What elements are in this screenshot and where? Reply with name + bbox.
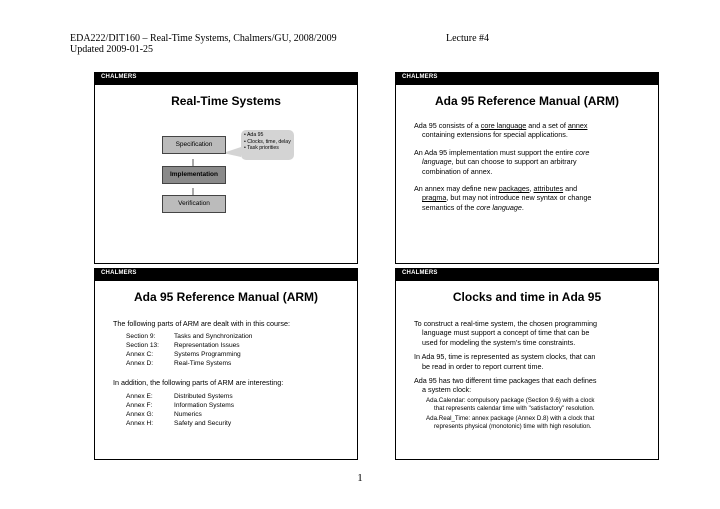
intro-text: The following parts of ARM are dealt with in this course: (113, 319, 290, 328)
paragraph-cont: containing extensions for special applications. (422, 130, 568, 140)
paragraph: An Ada 95 implementation must support the entire core (414, 147, 590, 157)
list-item: Annex H: Safety and Security (126, 419, 232, 427)
paragraph-cont: used for modeling the system’s time constraints. (422, 337, 576, 347)
paragraph: To construct a real-time system, the chosen programming (414, 319, 597, 328)
slide-title: Ada 95 Reference Manual (ARM) (434, 94, 620, 108)
paragraph-cont: a system clock: (422, 385, 472, 395)
paragraph-cont: be read in order to report current time. (422, 361, 544, 371)
slide-body (414, 121, 652, 212)
intro-text: In addition, the following parts of ARM are interesting: (113, 378, 284, 388)
paragraph-cont: pragma, but may not introduce new syntax or change (422, 193, 592, 203)
list-item: Annex C: Systems Programming (126, 351, 241, 359)
implementation-box: Implementation (162, 166, 226, 184)
clock-packages (414, 397, 652, 431)
list-item: Annex G: Numerics (126, 410, 202, 418)
paragraph-cont: language must support a concept of time that can be (422, 328, 590, 338)
flow-connectors (95, 73, 357, 263)
list-item: Section 9: Tasks and Synchronization (126, 333, 253, 341)
chalmers-logo: CHALMERS (101, 270, 137, 276)
chalmers-logo: CHALMERS (402, 74, 438, 80)
paragraph-cont: combination of annex. (422, 166, 493, 176)
sub-item: Ada.Real_Time: annex package (Annex D.8) with a clock that (426, 414, 595, 422)
list-item: Section 13: Representation Issues (126, 342, 240, 350)
chalmers-logo: CHALMERS (101, 74, 137, 80)
slide-body (113, 319, 351, 428)
verification-box: Verification (162, 195, 226, 213)
slide-title: Real-Time Systems (171, 94, 281, 108)
paragraph: In Ada 95, time is represented as system clocks, that can (414, 352, 596, 362)
callout-bubble (241, 130, 294, 160)
paragraph-cont: semantics of the core language. (422, 202, 524, 212)
page-number: 1 (357, 472, 363, 484)
lecture-label: Lecture #4 (446, 33, 490, 44)
interesting-parts-list (113, 392, 351, 428)
list-item: Annex E: Distributed Systems (126, 392, 233, 400)
list-item: Annex D: Real-Time Systems (126, 360, 232, 368)
slide-2 (395, 72, 659, 264)
slide-header-bar (396, 269, 658, 281)
sub-item-cont: that represents calendar time with "satisfactory" resolution. (434, 404, 595, 412)
slide-1 (94, 72, 358, 264)
paragraph: An annex may define new packages, attributes and (414, 184, 578, 194)
list-item: Annex F: Information Systems (126, 401, 235, 409)
sub-item: Ada.Calendar: compulsory package (Section 9.6) with a clock (426, 396, 595, 404)
slide-header-bar (396, 73, 658, 85)
updated-date: Updated 2009-01-25 (70, 44, 154, 55)
specification-box: Specification (162, 136, 226, 154)
slide-3 (94, 268, 358, 460)
slide-title: Ada 95 Reference Manual (ARM) (133, 290, 319, 304)
paragraph: Ada 95 consists of a core language and a set of annex (414, 121, 588, 130)
course-parts-list (113, 332, 351, 368)
chalmers-logo: CHALMERS (402, 270, 438, 276)
callout-item: • Clocks, time, delay (244, 138, 291, 145)
slide-body (414, 319, 652, 431)
callout-item: • Task priorities (244, 145, 279, 152)
course-header: EDA222/DIT160 – Real-Time Systems, Chalmers/GU, 2008/2009 (70, 33, 337, 44)
slide-4 (395, 268, 659, 460)
sub-item-cont: represents physical (monotonic) time with high resolution. (434, 422, 592, 430)
paragraph-cont: language, but can choose to support an arbitrary (422, 157, 577, 167)
paragraph: Ada 95 has two different time packages that each defines (414, 376, 597, 386)
slide-title: Clocks and time in Ada 95 (452, 290, 602, 304)
callout-item: • Ada 95 (244, 132, 264, 138)
slide-header-bar (95, 269, 357, 281)
